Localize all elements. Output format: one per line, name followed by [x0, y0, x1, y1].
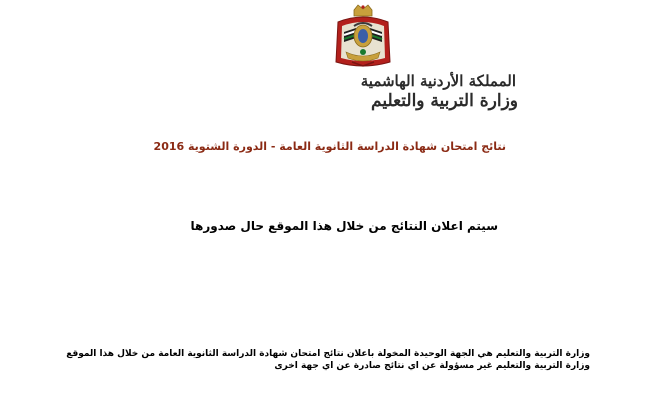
disclaimer	[30, 348, 590, 372]
kingdom-name: المملكة الأردنية الهاشمية	[360, 72, 516, 90]
announcement-text: سيتم اعلان النتائج من خلال هذا الموقع حال صدورها	[190, 219, 498, 233]
disclaimer-line-2: وزارة التربية والتعليم غير مسؤولة عن اي نتائج صادرة عن اي جهة اخرى	[274, 361, 590, 371]
ministry-name: وزارة التربية والتعليم	[371, 91, 518, 111]
disclaimer-line-1: وزارة التربية والتعليم هي الجهة الوحيدة المخولة باعلان نتائج امتحان شهادة الدراسة الثانوية العامة من خلال هذا الموقع	[66, 349, 590, 359]
results-title: نتائج امتحان شهادة الدراسة الثانوية العامة - الدورة الشتوية 2016	[153, 140, 506, 153]
jordan-coat-of-arms-icon	[332, 4, 394, 74]
